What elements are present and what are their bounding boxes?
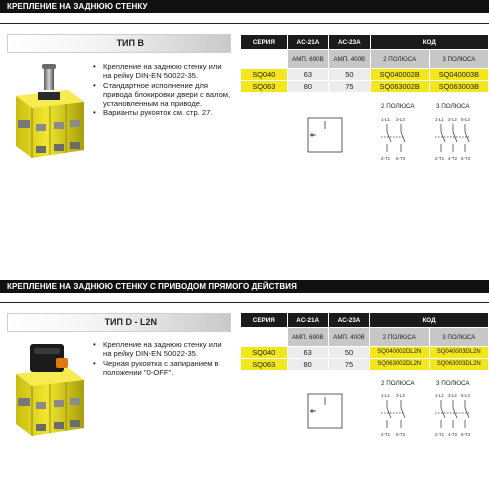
terminal-label: 2-T1 <box>435 156 445 161</box>
terminal-label: 1-L1 <box>381 117 390 122</box>
subheader-blank <box>241 328 287 346</box>
table-row <box>241 347 488 358</box>
terminal-label: 6-T3 <box>396 432 406 437</box>
feature-list <box>91 340 231 377</box>
code-2p-cell: SQ040002DL2N <box>370 347 428 358</box>
feature-item: • Стандартное исполнение для привода блокировки двери с валом, установленным на приводе. <box>91 81 231 109</box>
terminal-label: 6-T3 <box>461 432 471 437</box>
spec-table <box>240 312 489 371</box>
terminal-label: 1-L1 <box>435 393 444 398</box>
table-row <box>241 69 488 80</box>
terminal-label: 1-L1 <box>435 117 444 122</box>
code-3p-cell: SQ063003DL2N <box>430 359 488 370</box>
type-title-box <box>7 313 231 332</box>
handle-position-symbol <box>307 117 343 153</box>
series-cell: SQ063 <box>241 359 287 370</box>
subheader-amp690: АМП. 690В <box>288 50 328 68</box>
terminal-label: 6-T3 <box>396 156 406 161</box>
subheader-amp400: АМП. 400В <box>329 50 369 68</box>
code-3p-cell: SQ063003B <box>430 81 488 92</box>
code-3p-cell: SQ040003DL2N <box>430 347 488 358</box>
divider <box>0 302 489 303</box>
series-cell: SQ040 <box>241 347 287 358</box>
ac23a-cell: 75 <box>329 359 369 370</box>
ac21a-cell: 63 <box>288 347 328 358</box>
subheader-3-poles: 3 ПОЛЮСА <box>430 328 488 346</box>
ac21a-cell: 80 <box>288 81 328 92</box>
terminal-label: 4-T2 <box>448 156 458 161</box>
subheader-2-poles: 2 ПОЛЮСА <box>371 50 429 68</box>
diagram-label-3-poles: 3 ПОЛЮСА <box>436 103 470 110</box>
terminal-label: 3-L2 <box>448 393 457 398</box>
feature-item: • Крепление на заднюю стенку или на рейку DIN-EN 50022-35. <box>91 340 231 359</box>
subheader-3-poles: 3 ПОЛЮСА <box>430 50 488 68</box>
series-cell: SQ063 <box>241 81 287 92</box>
spec-table <box>240 34 489 93</box>
code-2p-cell: SQ063002DL2N <box>370 359 428 370</box>
ac23a-cell: 50 <box>329 69 369 80</box>
table-row <box>241 359 488 370</box>
ac23a-cell: 75 <box>329 81 369 92</box>
section-rear-mount <box>0 0 489 236</box>
handle-position-symbol <box>307 393 343 429</box>
terminal-label: 2-T1 <box>435 432 445 437</box>
feature-item: • Крепление на заднюю стенку или на рейку DIN-EN 50022-35. <box>91 62 231 81</box>
type-title-box <box>7 34 231 53</box>
terminal-label: 5-L3 <box>461 117 470 122</box>
col-header-series: СЕРИЯ <box>241 313 287 327</box>
col-header-ac21a: AC-21A <box>288 313 328 327</box>
section-header: КРЕПЛЕНИЕ НА ЗАДНЮЮ СТЕНКУ С ПРИВОДОМ ПРЯМОГО ДЕЙСТВИЯ <box>0 280 489 293</box>
terminal-label: 5-L3 <box>461 393 470 398</box>
terminal-label: 3-L2 <box>448 117 457 122</box>
type-title: ТИП D - L2N <box>104 317 157 327</box>
feature-list <box>91 62 231 118</box>
code-3p-cell: SQ040003B <box>430 69 488 80</box>
col-header-code: КОД <box>371 35 488 49</box>
contact-schematic <box>375 114 485 164</box>
col-header-code: КОД <box>370 313 488 327</box>
terminal-label: 3-L3 <box>396 117 405 122</box>
terminal-label: 2-T1 <box>381 432 391 437</box>
type-title: ТИП B <box>116 38 144 48</box>
code-2p-cell: SQ040002B <box>371 69 429 80</box>
ac23a-cell: 50 <box>329 347 369 358</box>
diagram-label-3-poles: 3 ПОЛЮСА <box>436 380 470 387</box>
col-header-ac21a: AC-21A <box>288 35 328 49</box>
subheader-blank <box>241 50 287 68</box>
col-header-series: СЕРИЯ <box>241 35 287 49</box>
feature-item: • Черная рукоятка с запиранием в положении "0-OFF". <box>91 359 231 378</box>
terminal-label: 6-T3 <box>461 156 471 161</box>
ac21a-cell: 63 <box>288 69 328 80</box>
subheader-2-poles: 2 ПОЛЮСА <box>370 328 428 346</box>
ac21a-cell: 80 <box>288 359 328 370</box>
terminal-label: 3-L3 <box>396 393 405 398</box>
col-header-ac23a: AC-23A <box>329 35 369 49</box>
table-row <box>241 81 488 92</box>
subheader-amp690: АМП. 690В <box>288 328 328 346</box>
switch-body-photo <box>8 62 90 162</box>
section-header: КРЕПЛЕНИЕ НА ЗАДНЮЮ СТЕНКУ <box>0 0 489 13</box>
feature-item: • Варианты рукояток см. стр. 27. <box>91 108 231 117</box>
col-header-ac23a: AC-23A <box>329 313 369 327</box>
series-cell: SQ040 <box>241 69 287 80</box>
terminal-label: 4-T2 <box>448 432 458 437</box>
terminal-label: 2-T1 <box>381 156 391 161</box>
diagram-label-2-poles: 2 ПОЛЮСА <box>381 103 415 110</box>
diagram-label-2-poles: 2 ПОЛЮСА <box>381 380 415 387</box>
divider <box>0 23 489 24</box>
switch-knob-photo <box>44 66 54 90</box>
subheader-amp400: АМП. 400В <box>329 328 369 346</box>
section-rear-mount-direct-drive <box>0 280 489 479</box>
contact-schematic <box>375 390 485 440</box>
switch-black-handle-photo <box>8 340 90 440</box>
terminal-label: 1-L1 <box>381 393 390 398</box>
code-2p-cell: SQ063002B <box>371 81 429 92</box>
